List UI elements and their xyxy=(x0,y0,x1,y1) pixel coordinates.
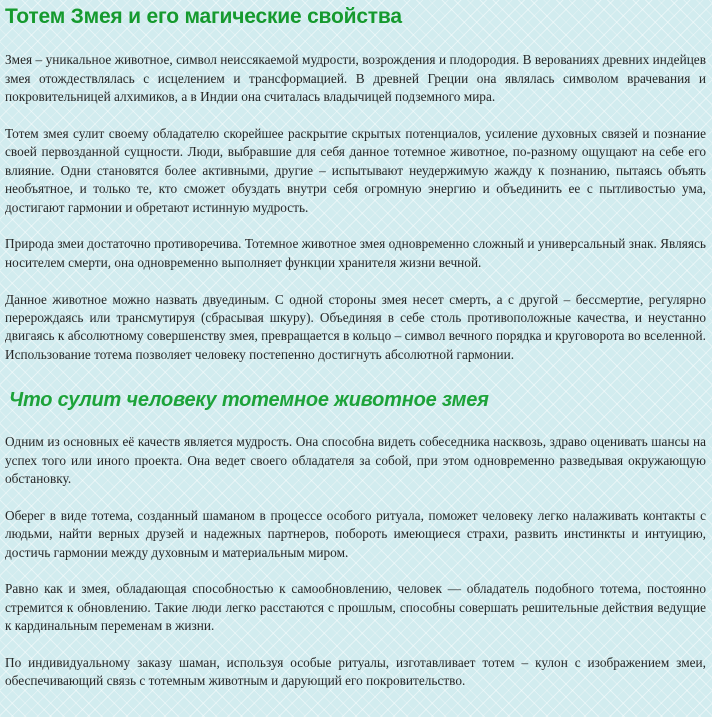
paragraph: Равно как и змея, обладающая способностью к самообновлению, человек — обладатель подобного тотема, постоянно стремится к обновлению. Такие люди легко расстаются с прошлым, способны совершать решительные действия ведущие к кардинальным переменам в жизни. xyxy=(5,581,706,634)
spacer xyxy=(5,488,706,506)
paragraph: По индивидуальному заказу шаман, используя особые ритуалы, изготавливает тотем – кулон с изображением змеи, обеспечивающий связь с тотемным животным и дарующий его покровительство. xyxy=(5,655,706,689)
spacer xyxy=(5,272,706,290)
spacer xyxy=(5,364,706,387)
spacer xyxy=(5,107,706,125)
article-title: Тотем Змея и его магические свойства xyxy=(5,5,402,28)
section-heading: Что сулит человеку тотемное животное змея xyxy=(9,389,489,412)
paragraph: Змея – уникальное животное, символ неиссякаемой мудрости, возрождения и плодородия. В верованиях древних индейцев змея отождествлялась с исцелением и трансформацией. В древней Греции она являлась символом врачевания и покровительницей алхимиков, а в Индии она считалась владычицей подземного мира. xyxy=(5,52,706,105)
paragraph: Одним из основных её качеств является мудрость. Она способна видеть собеседника насквозь, здраво оценивать шансы на успех того или иного проекта. Она ведет своего обладателя за собой, при этом одновременно разведывая окружающую обстановку. xyxy=(5,434,706,487)
spacer xyxy=(5,636,706,654)
spacer xyxy=(5,217,706,235)
paragraph: Данное животное можно назвать двуединым. С одной стороны змея несет смерть, а с другой – бессмертие, регулярно перерождаясь или трансмутируя (сбрасывая шкуру). Объединяя в себе столь противоположные качества, и неустанно двигаясь к абсолютному совершенству змея, превращается в кольцо – символ вечного порядка и круговорота во вселенной. Использование тотема позволяет человеку постепенно достигнуть абсолютной гармонии. xyxy=(5,291,706,362)
spacer xyxy=(5,33,706,51)
paragraph: Природа змеи достаточно противоречива. Тотемное животное змея одновременно сложный и универсальный знак. Являясь носителем смерти, она одновременно выполняет функции хранителя жизни вечной. xyxy=(5,236,706,270)
paragraph: Тотем змея сулит своему обладателю скорейшее раскрытие скрытых потенциалов, усиление духовных связей и познание своей первозданной сущности. Люди, выбравшие для себя данное тотемное животное, по-разному ощущают на себе его влияние. Одни становятся более активными, другие – испытывают неудержимую жажду к познанию, пытаясь объять необъятное, и только те, кто сможет обуздать внутри себя огромную энергию и объединить ее с пытливостью ума, достигают гармонии и обретают истинную мудрость. xyxy=(5,126,706,215)
spacer xyxy=(5,562,706,580)
paragraph: Оберег в виде тотема, созданный шаманом в процессе особого ритуала, поможет человеку легко налаживать контакты с людьми, найти верных друзей и надежных партнеров, побороть имеющиеся страхи, развить инстинкты и интуицию, достичь гармонии между духовным и материальным миром. xyxy=(5,507,706,560)
